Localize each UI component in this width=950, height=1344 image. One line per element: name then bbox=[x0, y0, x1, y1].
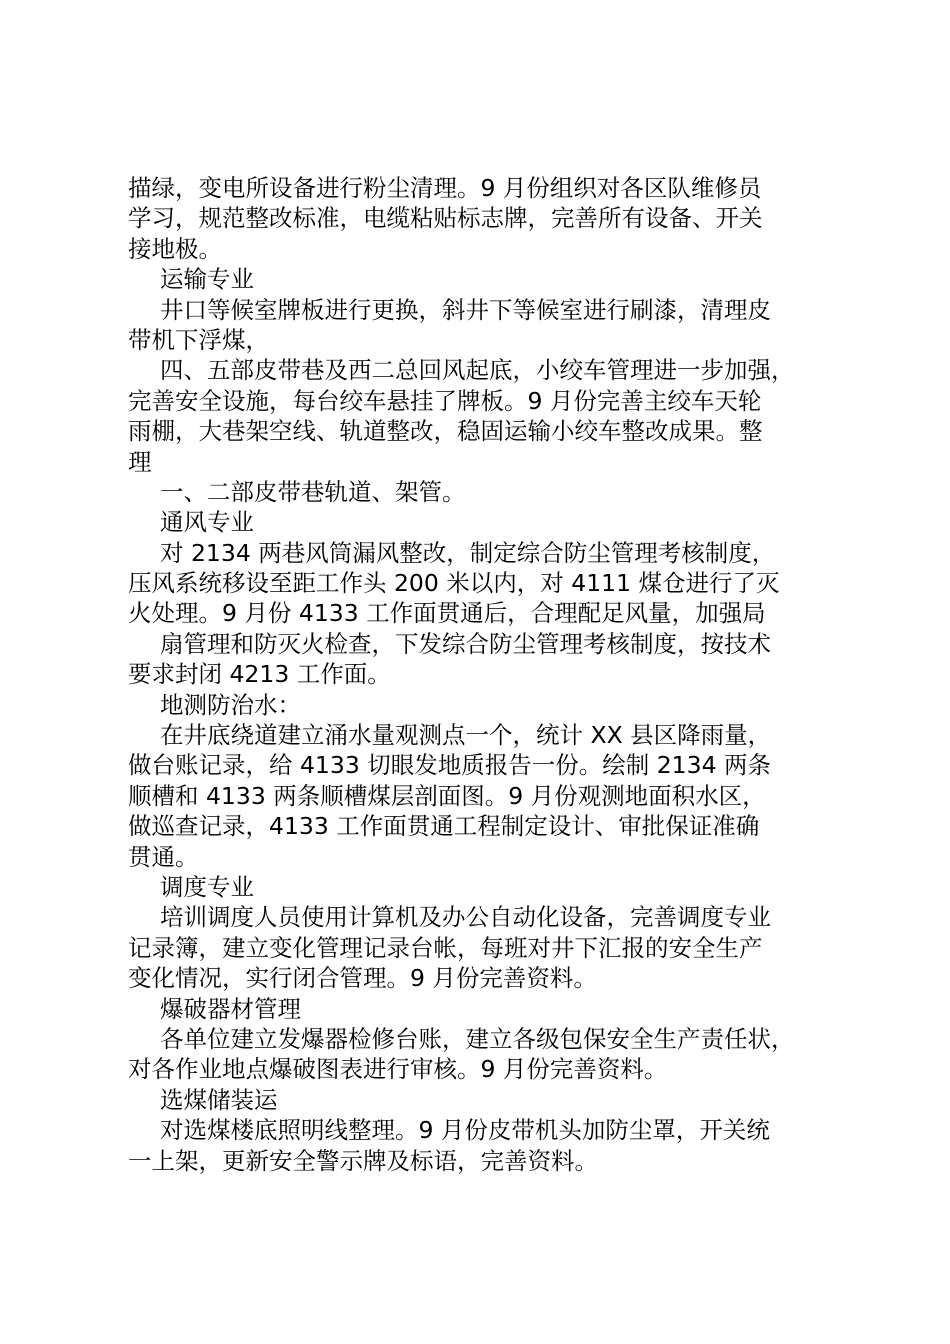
text-line: 一上架，更新安全警示牌及标语，完善资料。 bbox=[128, 1146, 598, 1175]
text-line: 做台账记录，给 4133 切眼发地质报告一份。绘制 2134 两条 bbox=[128, 751, 771, 780]
text-line: 火处理。9 月份 4133 工作面贯通后，合理配足风量，加强局 bbox=[128, 599, 766, 628]
text-line: 一、二部皮带巷轨道、架管。 bbox=[160, 477, 466, 506]
text-line: 通风专业 bbox=[160, 508, 254, 537]
text-line: 四、五部皮带巷及西二总回风起底，小绞车管理进一步加强， bbox=[160, 356, 795, 385]
text-line: 爆破器材管理 bbox=[160, 994, 301, 1023]
text-line: 变化情况，实行闭合管理。9 月份完善资料。 bbox=[128, 964, 597, 993]
text-line: 对各作业地点爆破图表进行审核。9 月份完善资料。 bbox=[128, 1055, 668, 1084]
text-line: 带机下浮煤， bbox=[128, 325, 269, 354]
document-body bbox=[128, 173, 848, 1176]
text-line: 各单位建立发爆器检修台账，建立各级包保安全生产责任状， bbox=[160, 1024, 795, 1053]
text-line: 贯通。 bbox=[128, 842, 199, 871]
text-line: 要求封闭 4213 工作面。 bbox=[128, 660, 391, 689]
text-line: 学习，规范整改标准，电缆粘贴标志牌，完善所有设备、开关 bbox=[128, 204, 763, 233]
text-line: 接地极。 bbox=[128, 234, 222, 263]
text-line: 井口等候室牌板进行更换，斜井下等候室进行刷漆，清理皮 bbox=[160, 295, 771, 324]
text-line: 扇管理和防灭火检查，下发综合防尘管理考核制度，按技术 bbox=[160, 629, 771, 658]
text-line: 理 bbox=[128, 447, 152, 476]
text-line: 雨棚，大巷架空线、轨道整改，稳固运输小绞车整改成果。整 bbox=[128, 417, 763, 446]
text-line: 压风系统移设至距工作头 200 米以内，对 4111 煤仓进行了灭 bbox=[128, 569, 780, 598]
text-line: 选煤储装运 bbox=[160, 1085, 278, 1114]
text-line: 运输专业 bbox=[160, 265, 254, 294]
text-line: 描绿，变电所设备进行粉尘清理。9 月份组织对各区队维修员 bbox=[128, 174, 762, 202]
text-line: 对选煤楼底照明线整理。9 月份皮带机头加防尘罩，开关统 bbox=[160, 1116, 770, 1145]
text-line: 调度专业 bbox=[160, 872, 254, 901]
text-line: 记录簿，建立变化管理记录台帐，每班对井下汇报的安全生产 bbox=[128, 933, 763, 962]
text-line: 在井底绕道建立涌水量观测点一个，统计 XX 县区降雨量， bbox=[160, 721, 772, 750]
text-line: 培训调度人员使用计算机及办公自动化设备，完善调度专业 bbox=[160, 903, 771, 932]
text-line: 完善安全设施，每台绞车悬挂了牌板。9 月份完善主绞车天轮 bbox=[128, 386, 762, 415]
text-line: 做巡查记录，4133 工作面贯通工程制定设计、审批保证准确 bbox=[128, 812, 760, 841]
text-line: 顺槽和 4133 两条顺槽煤层剖面图。9 月份观测地面积水区， bbox=[128, 781, 766, 810]
text-line: 地测防治水： bbox=[160, 690, 301, 719]
text-line: 对 2134 两巷风筒漏风整改，制定综合防尘管理考核制度， bbox=[160, 538, 776, 567]
